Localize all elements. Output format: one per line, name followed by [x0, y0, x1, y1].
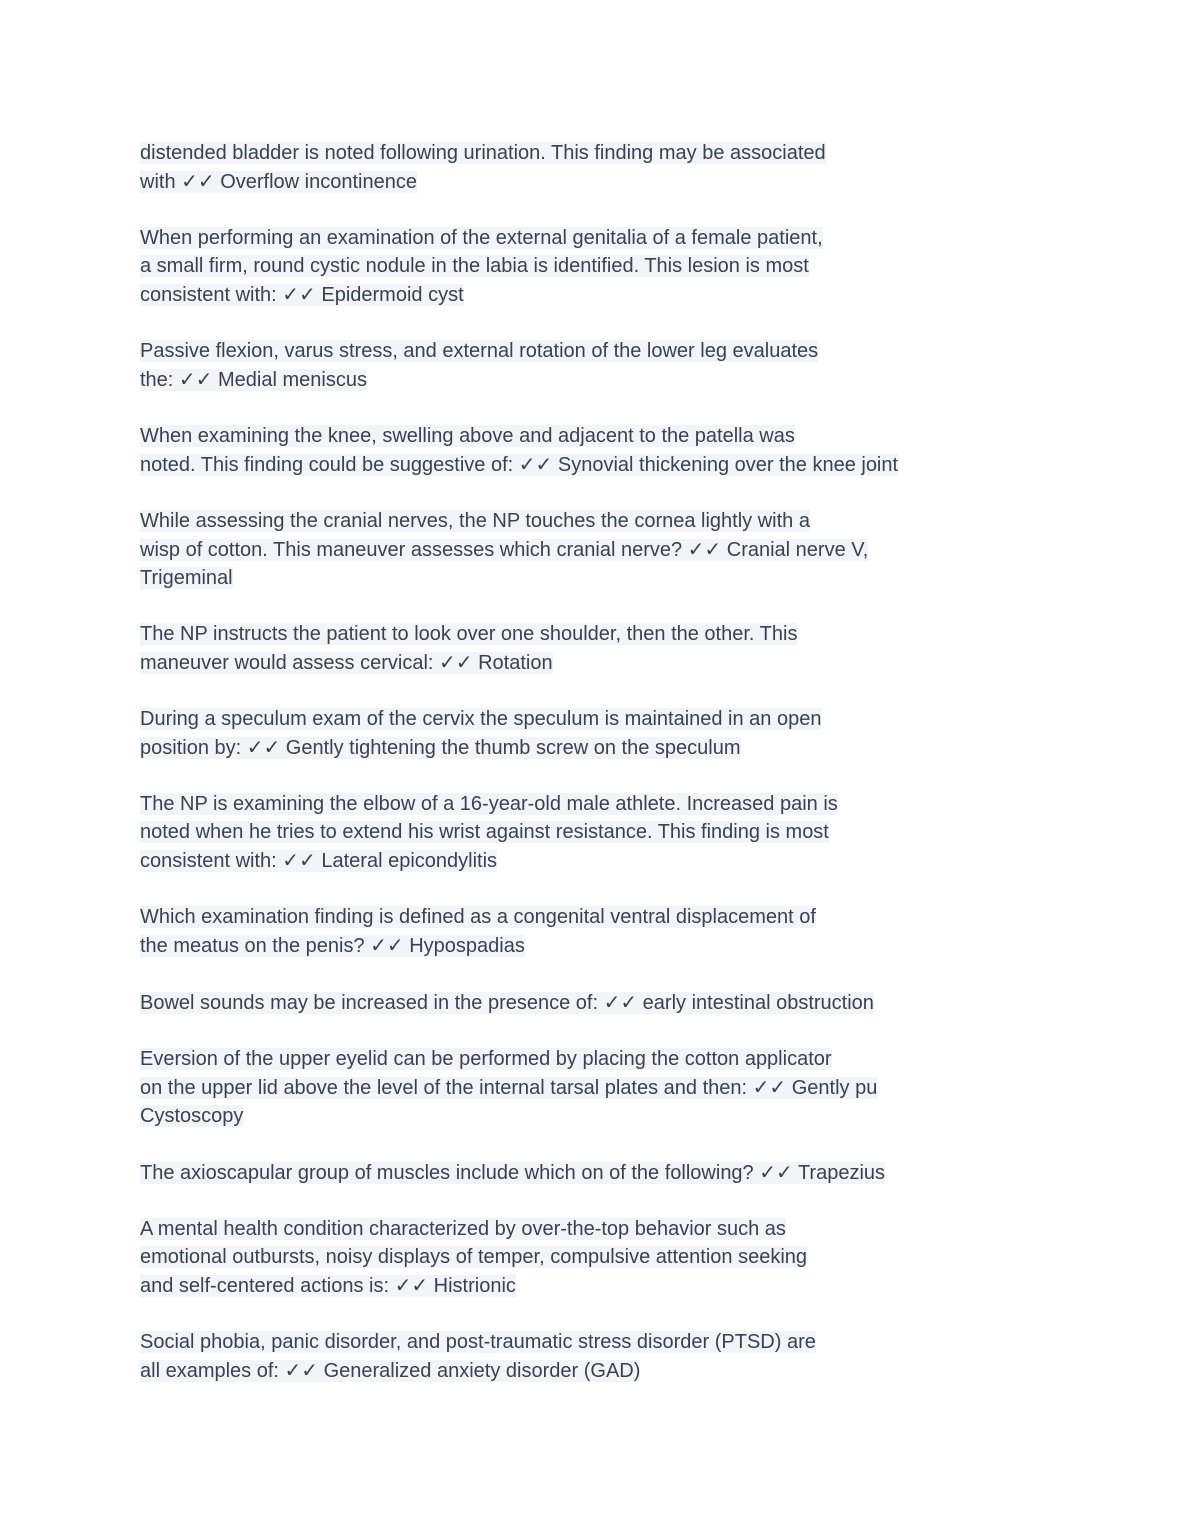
double-checkmark-icon: ✓✓ [284, 1358, 319, 1382]
qa-paragraph [140, 705, 1152, 762]
qa-paragraph [140, 507, 1152, 592]
qa-text-highlight: Bowel sounds may be increased in the presence of: ✓✓ early intestinal obstruction [140, 990, 874, 1014]
double-checkmark-icon: ✓✓ [370, 933, 404, 957]
qa-paragraph [140, 1215, 1152, 1300]
double-checkmark-icon: ✓✓ [394, 1273, 429, 1297]
qa-text-highlight: The NP is examining the elbow of a 16-year-old male athlete. Increased pain is noted when he tries to extend his wrist against resistance. This finding is most consistent with: ✓✓ Lateral epicondylitis [140, 793, 838, 872]
qa-text-highlight: When performing an examination of the external genitalia of a female patient, a small firm, round cystic nodule in the labia is identified. This lesion is most consistent with: ✓✓ Epidermoid cyst [140, 227, 823, 306]
qa-paragraph [140, 1045, 1152, 1130]
qa-text-highlight: distended bladder is noted following urination. This finding may be associated with ✓✓ Overflow incontinence [140, 142, 826, 193]
double-checkmark-icon: ✓✓ [518, 452, 553, 476]
qa-text-highlight: During a speculum exam of the cervix the speculum is maintained in an open position by: ✓✓ Gently tightening the thumb screw on the speculum [140, 708, 822, 759]
double-checkmark-icon: ✓✓ [439, 650, 473, 674]
qa-text-highlight: The NP instructs the patient to look over one shoulder, then the other. This maneuver would assess cervical: ✓✓ Rotation [140, 623, 798, 674]
qa-paragraph [140, 790, 1152, 875]
qa-paragraph [140, 1158, 1152, 1187]
document-body [140, 139, 1152, 1413]
qa-text-highlight: Social phobia, panic disorder, and post-traumatic stress disorder (PTSD) are all examples of: ✓✓ Generalized anxiety disorder (GAD) [140, 1331, 816, 1382]
qa-paragraph [140, 620, 1152, 677]
qa-text-highlight: When examining the knee, swelling above and adjacent to the patella was noted. This finding could be suggestive of: ✓✓ Synovial thickening over the knee joint [140, 425, 899, 476]
qa-paragraph [140, 1328, 1152, 1385]
qa-text-highlight: A mental health condition characterized by over-the-top behavior such as emotional outbursts, noisy displays of temper, compulsive attention seeking and self-centered actions is: ✓✓ Histrionic [140, 1218, 808, 1297]
qa-paragraph [140, 139, 1152, 196]
qa-text-highlight: Passive flexion, varus stress, and external rotation of the lower leg evaluates the: ✓✓ Medial meniscus [140, 340, 819, 391]
double-checkmark-icon: ✓✓ [178, 367, 213, 391]
double-checkmark-icon: ✓✓ [687, 537, 722, 561]
qa-paragraph [140, 337, 1152, 394]
qa-paragraph [140, 988, 1152, 1017]
qa-paragraph [140, 422, 1152, 479]
double-checkmark-icon: ✓✓ [282, 282, 316, 306]
qa-text-highlight: Which examination finding is defined as a congenital ventral displacement of the meatus on the penis? ✓✓ Hypospadias [140, 906, 816, 957]
double-checkmark-icon: ✓✓ [603, 990, 638, 1014]
double-checkmark-icon: ✓✓ [759, 1160, 793, 1184]
double-checkmark-icon: ✓✓ [246, 735, 281, 759]
qa-paragraph [140, 224, 1152, 309]
double-checkmark-icon: ✓✓ [181, 169, 215, 193]
qa-paragraph [140, 903, 1152, 960]
qa-text-highlight: The axioscapular group of muscles include which on of the following? ✓✓ Trapezius [140, 1160, 886, 1184]
qa-text-highlight: Eversion of the upper eyelid can be performed by placing the cotton applicator on the upper lid above the level of the internal tarsal plates and then: ✓✓ Gently pu Cystoscopy [140, 1048, 878, 1127]
double-checkmark-icon: ✓✓ [752, 1075, 787, 1099]
qa-text-highlight: While assessing the cranial nerves, the NP touches the cornea lightly with a wisp of cotton. This maneuver assesses which cranial nerve? ✓✓ Cranial nerve V, Trigeminal [140, 510, 869, 589]
double-checkmark-icon: ✓✓ [282, 848, 316, 872]
